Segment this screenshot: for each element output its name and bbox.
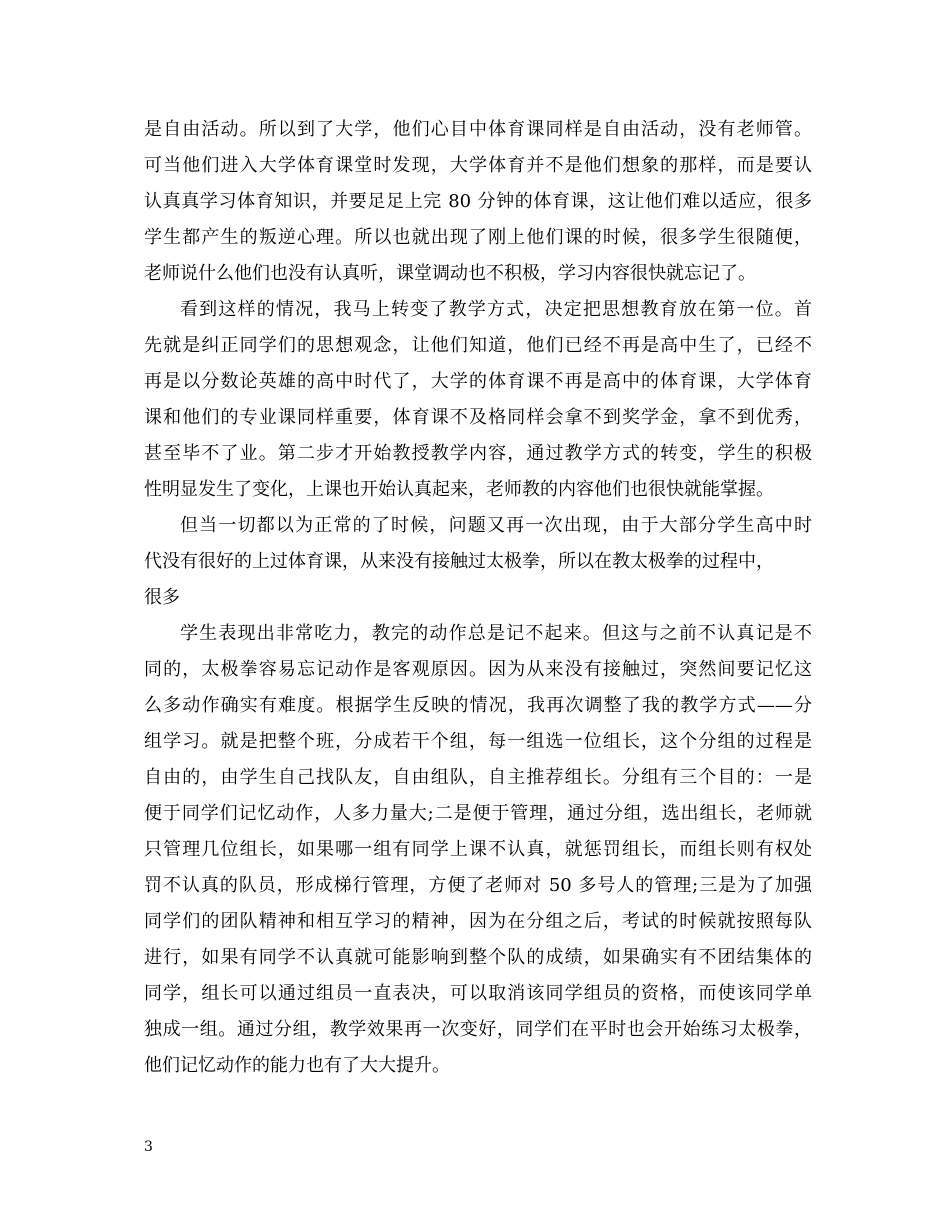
document-body	[144, 112, 812, 1084]
text-line: 进行，如果有同学不认真就可能影响到整个队的成绩，如果确实有不团结集体的	[144, 947, 812, 968]
text-line: 独成一组。通过分组，教学效果再一次变好，同学们在平时也会开始练习太极拳，	[144, 1019, 812, 1040]
text-line: 罚不认真的队员，形成梯行管理，方便了老师对 50 多号人的管理;三是为了加强	[144, 875, 812, 896]
text-line: 可当他们进入大学体育课堂时发现，大学体育并不是他们想象的那样，而是要认	[144, 155, 812, 176]
text-line: 便于同学们记忆动作，人多力量大;二是便于管理，通过分组，选出组长，老师就	[144, 803, 812, 824]
paragraph-first-line: 但当一切都以为正常的了时候，问题又再一次出现，由于大部分学生高中时	[180, 515, 812, 536]
paragraph-first-line: 学生表现出非常吃力，教完的动作总是记不起来。但这与之前不认真记是不	[180, 623, 812, 644]
text-line: 同的，太极拳容易忘记动作是客观原因。因为从来没有接触过，突然间要记忆这	[144, 659, 812, 680]
text-line: 代没有很好的上过体育课，从来没有接触过太极拳，所以在教太极拳的过程中，	[144, 551, 774, 572]
text-line: 组学习。就是把整个班，分成若干个组，每一组选一位组长，这个分组的过程是	[144, 731, 812, 752]
text-line: 课和他们的专业课同样重要，体育课不及格同样会拿不到奖学金，拿不到优秀，	[144, 407, 812, 428]
text-line: 性明显发生了变化，上课也开始认真起来，老师教的内容他们也很快就能掌握。	[144, 479, 774, 500]
text-line: 认真真学习体育知识，并要足足上完 80 分钟的体育课，这让他们难以适应，很多	[144, 191, 812, 212]
text-line: 甚至毕不了业。第二步才开始教授教学内容，通过教学方式的转变，学生的积极	[144, 443, 812, 464]
text-line: 学生都产生的叛逆心理。所以也就出现了刚上他们课的时候，很多学生很随便，	[144, 227, 812, 248]
text-line: 么多动作确实有难度。根据学生反映的情况，我再次调整了我的教学方式——分	[144, 695, 812, 716]
paragraph-first-line: 看到这样的情况，我马上转变了教学方式，决定把思想教育放在第一位。首	[180, 299, 812, 320]
text-line: 再是以分数论英雄的高中时代了，大学的体育课不再是高中的体育课，大学体育	[144, 371, 812, 392]
text-line: 同学，组长可以通过组员一直表决，可以取消该同学组员的资格，而使该同学单	[144, 983, 812, 1004]
text-line: 很多	[144, 587, 180, 608]
text-line: 先就是纠正同学们的思想观念，让他们知道，他们已经不再是高中生了，已经不	[144, 335, 812, 356]
text-line: 只管理几位组长，如果哪一组有同学上课不认真，就惩罚组长，而组长则有权处	[144, 839, 812, 860]
page-number: 3	[144, 1139, 153, 1155]
text-line: 老师说什么他们也没有认真听，课堂调动也不积极，学习内容很快就忘记了。	[144, 263, 756, 284]
text-line: 自由的，由学生自己找队友，自由组队，自主推荐组长。分组有三个目的：一是	[144, 767, 812, 788]
text-line: 是自由活动。所以到了大学，他们心目中体育课同样是自由活动，没有老师管。	[144, 119, 812, 140]
text-line: 同学们的团队精神和相互学习的精神，因为在分组之后，考试的时候就按照每队	[144, 911, 812, 932]
text-line: 他们记忆动作的能力也有了大大提升。	[144, 1055, 450, 1076]
